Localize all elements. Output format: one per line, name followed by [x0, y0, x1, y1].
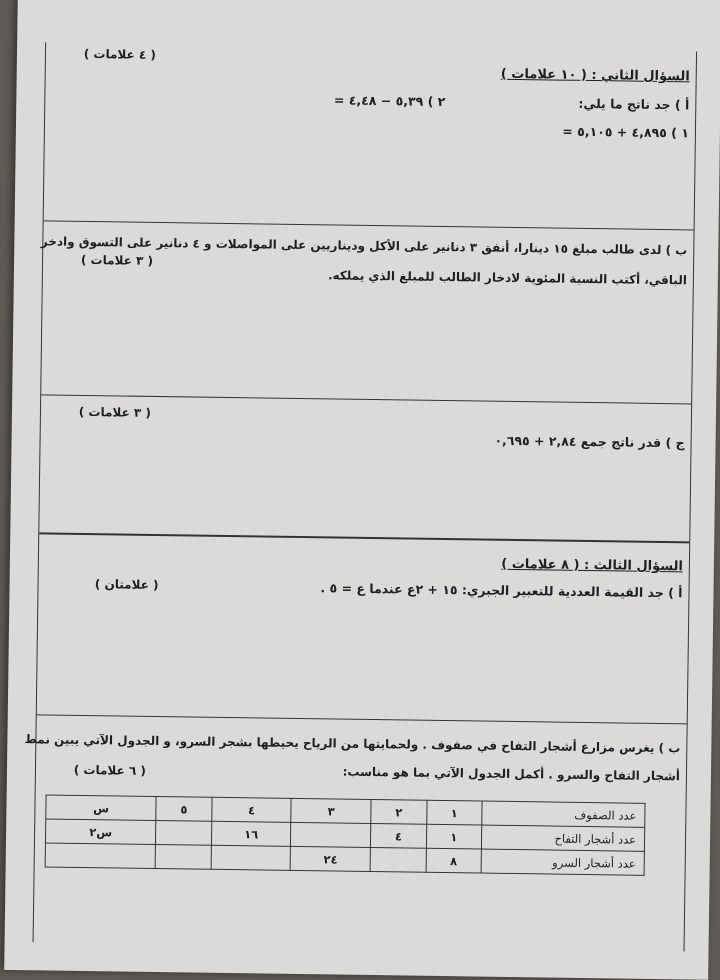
- q3-title: السؤال الثالث : ( ٨ علامات ): [501, 556, 683, 575]
- q2-part-c-text: ج ) قدر ناتج جمع ٢,٨٤ + ٠,٦٩٥: [494, 432, 685, 451]
- q3-part-a-text: أ ) جد القيمة العددية للتعبير الجبري: ١٥ + ٢ع عندما ع = ٥ .: [320, 580, 683, 601]
- table-cell: عدد أشجار السرو: [481, 849, 644, 875]
- q3-part-a-marks: ( علامتان ): [94, 577, 159, 593]
- table-cell: ١: [426, 824, 482, 849]
- table-cell: س٢: [45, 819, 156, 845]
- pattern-table: [45, 794, 646, 875]
- q2-part-a-item2: ٢ ) ٥,٣٩ − ٤,٤٨ =: [333, 92, 446, 109]
- table-cell: ٤: [212, 797, 292, 822]
- divider-line: [41, 394, 691, 404]
- table-cell: ٢: [371, 800, 427, 825]
- q2-part-b-line2: الباقي، أكتب النسبة المئوية لادخار الطالب للمبلغ الذي يملكه.: [327, 268, 687, 288]
- exam-frame: [24, 42, 698, 951]
- q3-part-b-line1: ب ) يغرس مزارع أشجار التفاح في صفوف . ولحمايتها من الرياح يحيطها بشجر السرو، و الجدول الآتي يبين نمط: [24, 732, 681, 756]
- table-cell: [155, 845, 211, 870]
- table-cell: [211, 845, 291, 870]
- divider-line: [37, 714, 687, 724]
- q3-part-b-marks: ( ٦ علامات ): [73, 762, 147, 778]
- table-cell: ٥: [156, 797, 212, 822]
- table-cell: ٤: [371, 824, 427, 849]
- table-cell: [156, 821, 212, 846]
- divider-line: [44, 220, 694, 230]
- table-cell: ٢٤: [291, 846, 371, 871]
- table-cell: عدد أشجار التفاح: [481, 825, 644, 851]
- table-cell: ١: [426, 800, 482, 825]
- q2-part-b-line1: ب ) لدى طالب مبلغ ١٥ دينارا، أنفق ٣ دنانير على الأكل وديناريين على المواصلات و ٤ دنانير على التسوق وادخر: [40, 234, 688, 258]
- table-cell: [45, 843, 156, 869]
- table-cell: عدد الصفوف: [482, 801, 645, 827]
- table-cell: [370, 848, 426, 873]
- q2-part-a-prompt: أ ) جد ناتج ما يلي:: [578, 95, 690, 113]
- q2-part-b-marks: ( ٣ علامات ): [80, 252, 154, 268]
- table-cell: [291, 822, 371, 847]
- table-cell: ٣: [291, 798, 371, 823]
- divider-line: [39, 532, 689, 543]
- q2-part-c-marks: ( ٣ علامات ): [78, 404, 152, 420]
- table-cell: س: [46, 795, 157, 821]
- q2-part-a-item1: ١ ) ٤,٨٩٥ + ٥,١٠٥ =: [562, 123, 690, 141]
- q2-part-a-marks: ( ٤ علامات ): [83, 46, 157, 62]
- table-cell: ٨: [426, 848, 482, 873]
- q3-part-b-line2: أشجار التفاح والسرو . أكمل الجدول الآتي بما هو مناسب:: [342, 764, 681, 784]
- exam-sheet: [4, 0, 720, 980]
- table-cell: ١٦: [211, 821, 291, 846]
- q2-title: السؤال الثاني : ( ١٠ علامات ): [500, 66, 690, 85]
